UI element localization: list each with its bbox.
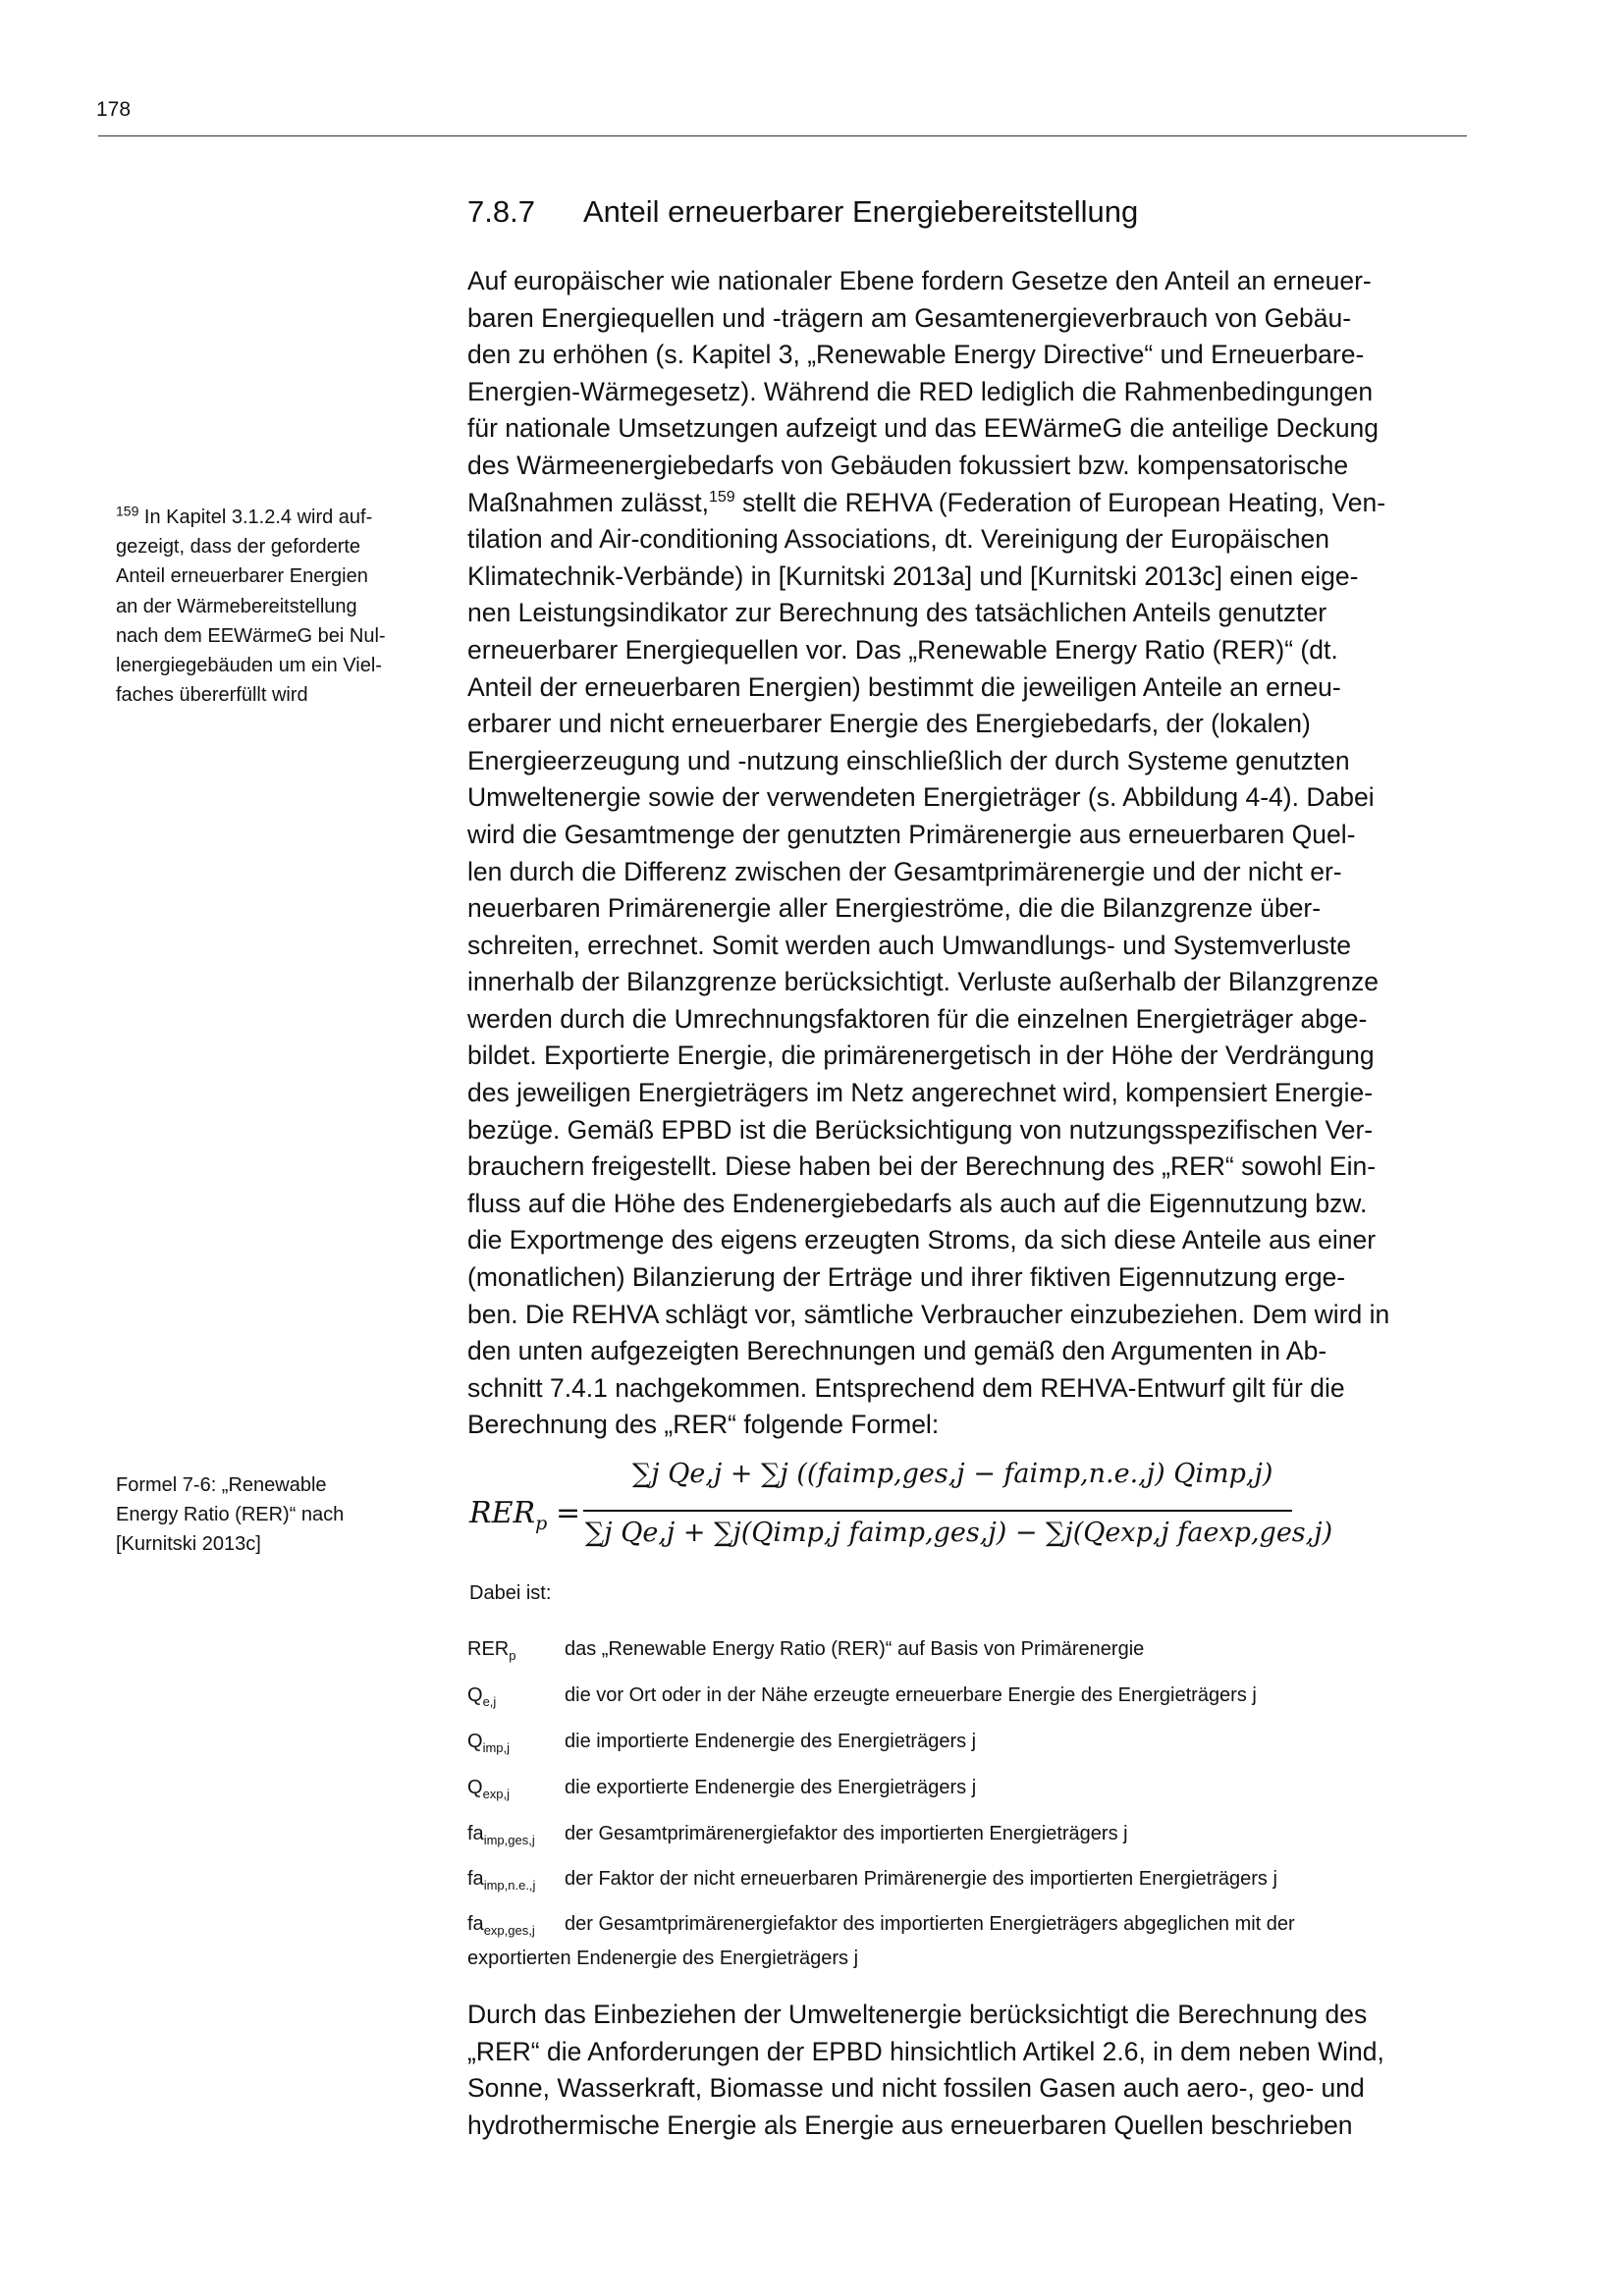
text-line: die Exportmenge des eigens erzeugten Stroms, da sich diese Anteile aus einer [467, 1225, 1377, 1255]
text-line: faches übererfüllt wird [116, 684, 308, 707]
text-line: wird die Gesamtmenge der genutzten Primärenergie aus erneuerbaren Quel- [467, 819, 1356, 849]
text-line: erneuerbarer Energiequellen vor. Das „Renewable Energy Ratio (RER)“ (dt. [467, 634, 1338, 665]
text-line: den zu erhöhen (s. Kapitel 3, „Renewable Energy Directive“ und Erneuerbare- [467, 340, 1365, 370]
fraction-bar [583, 1510, 1292, 1512]
formula-numerator: ∑j Qe,j + ∑j ((faimp,ges,j − faimp,n.e.,j) Qimp,j) [632, 1459, 1273, 1489]
text-line: erbarer und nicht erneuerbarer Energie des Energiebedarfs, der (lokalen) [467, 709, 1311, 739]
section-number: 7.8.7 [467, 194, 535, 229]
header-rule [98, 135, 1467, 136]
text-line: brauchern freigestellt. Diese haben bei der Berechnung des „RER“ sowohl Ein- [467, 1151, 1377, 1182]
text-line: Umweltenergie sowie der verwendeten Energieträger (s. Abbildung 4-4). Dabei [467, 782, 1375, 813]
text-line: lenergiegebäuden um ein Viel- [116, 655, 382, 677]
text-line: Anteil erneuerbarer Energien [116, 565, 368, 588]
text-line: Auf europäischer wie nationaler Ebene fordern Gesetze den Anteil an erneuer- [467, 266, 1372, 295]
text-line: Maßnahmen zulässt,$^{159}$ stellt die REHVA (Federation of European Heating, Ven- [467, 487, 1386, 517]
text-line: nach dem EEWärmeG bei Nul- [116, 624, 386, 647]
text-line: Durch das Einbeziehen der Umweltenergie berücksichtigt die Berechnung des [467, 2000, 1368, 2029]
text-line: an der Wärmebereitstellung [116, 595, 357, 617]
definition-symbol: $fa_{imp,ges,j}$ [467, 1823, 535, 1847]
text-line: für nationale Umsetzungen aufzeigt und das EEWärmeG die anteilige Deckung [467, 413, 1380, 444]
text-line: den unten aufgezeigten Berechnungen und gemäß den Argumenten in Ab- [467, 1336, 1327, 1366]
text-line: bildet. Exportierte Energie, die primärenergetisch in der Höhe der Verdrängung [467, 1041, 1375, 1071]
footnote-reference[interactable]: 159 [708, 488, 735, 506]
text-line: (monatlichen) Bilanzierung der Erträge und ihrer fiktiven Eigennutzung erge- [467, 1262, 1346, 1293]
text-line: [Kurnitski 2013c] [116, 1533, 261, 1556]
definition-symbol: $fa_{imp,n.e.,j}$ [467, 1868, 536, 1893]
text-line: Sonne, Wasserkraft, Biomasse und nicht fossilen Gasen auch aero-, geo- und [467, 2073, 1365, 2104]
text-line: des jeweiligen Energieträgers im Netz angerechnet wird, kompensiert Energie- [467, 1078, 1374, 1108]
definition-text: die importierte Endenergie des Energieträgers j [565, 1731, 977, 1752]
text-line: innerhalb der Bilanzgrenze berücksichtigt. Verluste außerhalb der Bilanzgrenze [467, 967, 1380, 997]
text-line: hydrothermische Energie als Energie aus erneuerbaren Quellen beschrieben [467, 2109, 1353, 2140]
text-line: len durch die Differenz zwischen der Gesamtprimärenergie und der nicht er- [467, 856, 1342, 886]
text-line: schreiten, errechnet. Somit werden auch Umwandlungs- und Systemverluste [467, 930, 1351, 960]
text-line: ben. Die REHVA schlägt vor, sämtliche Verbraucher einzubeziehen. Dem wird in [467, 1299, 1390, 1329]
rer-formula [469, 1459, 1333, 1567]
text-line: Formel 7-6: „Renewable [116, 1474, 327, 1496]
definition-symbol: $Q_{exp,j}$ [467, 1777, 511, 1801]
text-line: Anteil der erneuerbaren Energien) bestimmt die jeweiligen Anteile an erneu- [467, 671, 1341, 702]
paragraph-1 [467, 263, 1449, 1444]
text-line: nen Leistungsindikator zur Berechnung des tatsächlichen Anteils genutzter [467, 598, 1327, 628]
text-line: gezeigt, dass der geforderte [116, 536, 361, 559]
definition-text: die exportierte Endenergie des Energieträgers j [565, 1777, 977, 1798]
text-line: Klimatechnik-Verbände) in [Kurnitski 2013a] und [Kurnitski 2013c] einen eige- [467, 561, 1359, 591]
text-line: baren Energiequellen und -trägern am Gesamtenergieverbrauch von Gebäu- [467, 302, 1352, 333]
definition-text: der Faktor der nicht erneuerbaren Primärenergie des importierten Energieträgers j [565, 1868, 1277, 1890]
definition-text: das „Renewable Energy Ratio (RER)“ auf Basis von Primärenergie [565, 1638, 1145, 1660]
formula-equals: = [556, 1496, 581, 1530]
sidenote-footnote-159 [116, 503, 430, 710]
text-line: werden durch die Umrechnungsfaktoren für die einzelnen Energieträger abge- [467, 1003, 1368, 1034]
section-title: Anteil erneuerbarer Energiebereitstellung [583, 194, 1139, 229]
text-line: Energy Ratio (RER)“ nach [116, 1504, 345, 1526]
section-heading [467, 194, 1138, 230]
definition-text: der Gesamtprimärenergiefaktor des importierten Energieträgers abgeglichen mit der [565, 1913, 1295, 1935]
text-line: fluss auf die Höhe des Endenergiebedarfs als auch auf die Eigennutzung bzw. [467, 1188, 1368, 1218]
formula-lhs: $RER_p$ [469, 1496, 548, 1534]
definitions-intro: Dabei ist: [469, 1582, 552, 1604]
paragraph-2 [467, 1997, 1449, 2144]
definition-text-continued: exportierten Endenergie des Energieträgers j [467, 1948, 859, 1969]
footnote-number: 159 [116, 503, 139, 519]
definition-text: der Gesamtprimärenergiefaktor des importierten Energieträgers j [565, 1823, 1128, 1844]
definition-symbol: $RER_p$ [467, 1638, 516, 1663]
definition-item-last [467, 1910, 1449, 1972]
definition-symbol: $Q_{imp,j}$ [467, 1731, 511, 1755]
text-line: Energien-Wärmegesetz). Während die RED lediglich die Rahmenbedingungen [467, 376, 1374, 406]
text-line: des Wärmeenergiebedarfs von Gebäuden fokussiert bzw. kompensatorische [467, 450, 1349, 480]
text-line: $^{159}$ In Kapitel 3.1.2.4 wird auf- [116, 503, 373, 528]
text-line: Energieerzeugung und -nutzung einschließlich der durch Systeme genutzten [467, 745, 1350, 775]
sidenote-formula-caption [116, 1470, 430, 1560]
definition-symbol: $Q_{e,j}$ [467, 1684, 497, 1709]
definition-text: die vor Ort oder in der Nähe erzeugte erneuerbare Energie des Energieträgers j [565, 1684, 1257, 1706]
page-number: 178 [96, 98, 132, 121]
definition-symbol: $fa_{exp,ges,j}$ [467, 1913, 535, 1938]
text-line: bezüge. Gemäß EPBD ist die Berücksichtigung von nutzungsspezifischen Ver- [467, 1114, 1374, 1145]
text-line: neuerbaren Primärenergie aller Energieströme, die die Bilanzgrenze über- [467, 893, 1322, 924]
text-line: Berechnung des „RER“ folgende Formel: [467, 1410, 940, 1440]
formula-denominator: ∑j Qe,j + ∑j(Qimp,j faimp,ges,j) − ∑j(Qexp,j faexp,ges,j) [585, 1518, 1333, 1548]
text-line: tilation and Air-conditioning Associations, dt. Vereinigung der Europäischen [467, 524, 1330, 555]
text-line: „RER“ die Anforderungen der EPBD hinsichtlich Artikel 2.6, in dem neben Wind, [467, 2036, 1384, 2066]
text-line: schnitt 7.4.1 nachgekommen. Entsprechend dem REHVA-Entwurf gilt für die [467, 1372, 1345, 1403]
